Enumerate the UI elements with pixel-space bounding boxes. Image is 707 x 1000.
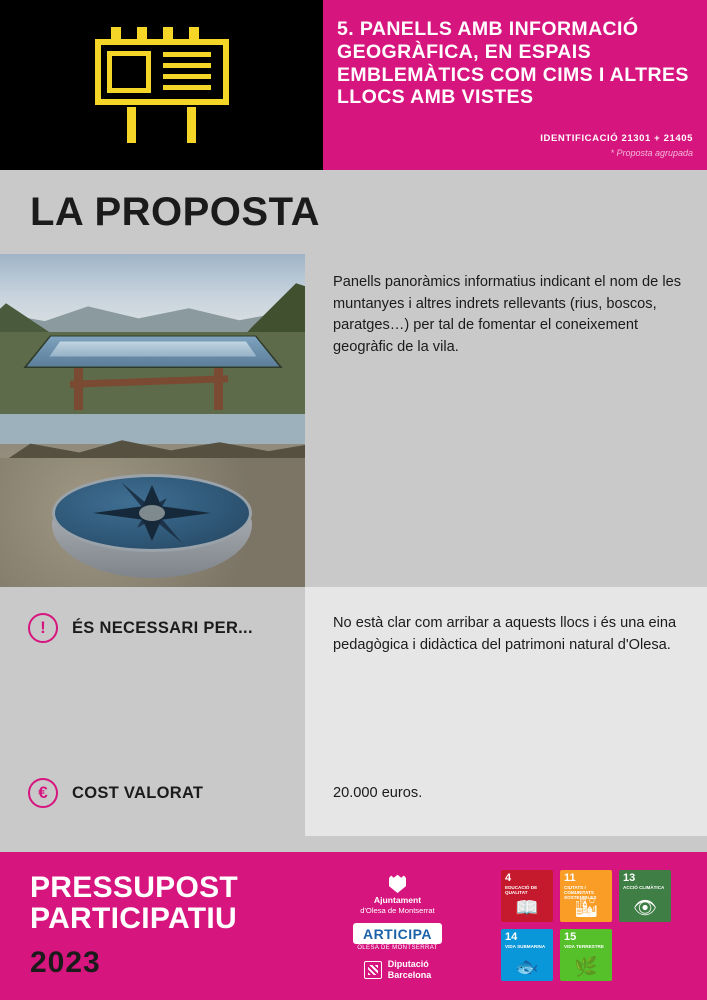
- necessity-text-panel: [305, 587, 707, 749]
- bottom-spacer: [0, 836, 707, 852]
- necessity-label-panel: [0, 587, 305, 749]
- sdg-glyph-icon: 👁: [632, 898, 658, 919]
- sdg-name: VIDA SUBMARINA: [505, 944, 546, 949]
- sdg-badge: [560, 929, 612, 981]
- cost-value-panel: [305, 749, 707, 836]
- diputacio-logo-line2: Barcelona: [387, 970, 432, 981]
- header-icon-panel: [0, 0, 323, 170]
- proposal-description: Panells panoràmics informatius indicant el nom de les muntanyes i altres indrets rellevants (rius, boscos, paratges…) per tal de fomentar el coneixement geogràfic de la vila.: [333, 274, 681, 355]
- sdg-number: 14: [505, 931, 518, 943]
- sdg-name: CIUTATS I COMUNITATS SOSTENIBLES: [564, 885, 597, 901]
- photo-column: [0, 254, 305, 587]
- sdg-number: 11: [564, 872, 576, 884]
- information-board-icon: [87, 25, 237, 145]
- crest-icon: [389, 874, 406, 893]
- proposal-title-band: [0, 170, 707, 254]
- sdg-name: EDUCACIÓ DE QUALITAT: [505, 885, 538, 896]
- footer-brand-block: [0, 852, 300, 1000]
- sdg-badge: [501, 929, 553, 981]
- articipa-logo-text: ARTICIPA: [353, 923, 442, 944]
- articipa-logo: [300, 923, 495, 951]
- articipa-logo-sub: OLESA DE MONTSERRAT: [357, 945, 438, 952]
- sdg-glyph-icon: 📖: [515, 898, 539, 919]
- header-title-panel: [323, 0, 707, 170]
- brand-line-1: PRESSUPOST: [30, 871, 239, 904]
- sdg-glyph-icon: 🐟: [515, 957, 539, 978]
- sdg-name: ACCIÓ CLIMÀTICA: [623, 885, 665, 890]
- sdg-badges: [495, 852, 707, 1000]
- edition-year: 2023: [30, 946, 101, 980]
- sdg-glyph-icon: 🏙: [573, 898, 599, 919]
- footer: [0, 852, 707, 1000]
- sdg-number: 15: [564, 931, 577, 943]
- sdg-name: VIDA TERRESTRE: [564, 944, 604, 949]
- panoramic-interpretation-panel-photo: [0, 254, 305, 414]
- exclamation-circle-icon: !: [28, 613, 58, 643]
- proposal-content: [0, 254, 707, 587]
- necessity-text: No està clar com arribar a aquests llocs i és una eina pedagògica i didàctica del patrimoni natural d'Olesa.: [333, 615, 677, 653]
- ajuntament-logo: [300, 874, 495, 915]
- sdg-glyph-icon: 🌿: [574, 957, 598, 978]
- sdg-number: 13: [623, 872, 636, 884]
- necessity-section: [0, 587, 707, 749]
- necessity-label: ÉS NECESSARI PER...: [72, 619, 253, 637]
- institution-logos: [300, 852, 495, 1000]
- sdg-badge: [501, 870, 553, 922]
- identification-code: IDENTIFICACIÓ 21301 + 21405: [540, 133, 693, 144]
- cost-value: 20.000 euros.: [333, 784, 423, 801]
- diputacio-barcelona-logo: [300, 959, 495, 981]
- diputacio-logo-line1: Diputació: [387, 959, 429, 970]
- ajuntament-logo-line2: d'Olesa de Montserrat: [360, 905, 435, 915]
- euro-circle-icon: €: [28, 778, 58, 808]
- grouped-proposal-note: * Proposta agrupada: [610, 148, 693, 158]
- compass-rose-table-photo: [0, 414, 305, 587]
- section-title: LA PROPOSTA: [30, 189, 320, 234]
- sdg-badge: [560, 870, 612, 922]
- ajuntament-logo-line1: Ajuntament: [373, 895, 422, 905]
- diputacio-mark-icon: [364, 961, 382, 979]
- cost-section: [0, 749, 707, 836]
- sdg-number: 4: [505, 872, 512, 884]
- description-column: [305, 254, 707, 587]
- header: [0, 0, 707, 170]
- cost-label-panel: [0, 749, 305, 836]
- cost-label: COST VALORAT: [72, 783, 204, 802]
- brand-line-2: PARTICIPATIU: [30, 902, 237, 936]
- page-title: 5. PANELLS AMB INFORMACIÓ GEOGRÀFICA, EN ESPAIS EMBLEMÀTICS COM CIMS I ALTRES LLOCS AMB VISTES: [337, 18, 689, 109]
- sdg-badge: [619, 870, 671, 922]
